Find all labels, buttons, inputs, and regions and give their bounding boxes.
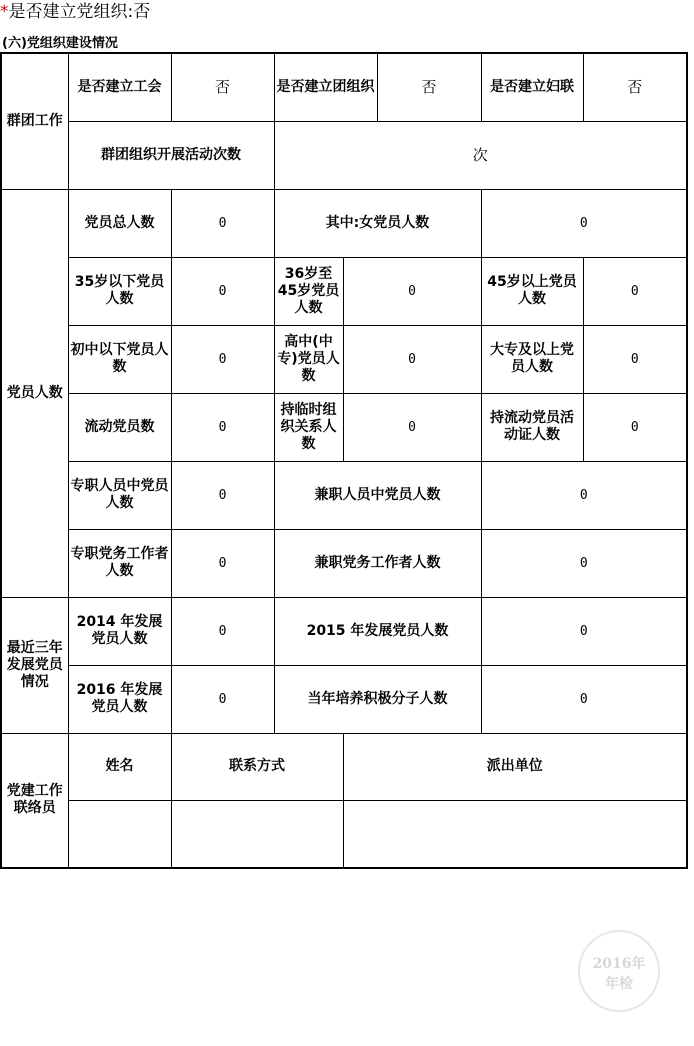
stamp-line2: 年检 (605, 976, 633, 992)
table-row (1, 53, 687, 121)
edu-senior-label: 高中(中专)党员人数 (274, 325, 343, 393)
required-mark: * (0, 2, 9, 22)
section-title: (六)党组织建设情况 (2, 36, 118, 51)
contact-cell (171, 800, 343, 868)
women-value: 否 (583, 53, 687, 121)
activists-label: 当年培养积极分子人数 (274, 665, 481, 733)
y2015-value: 0 (481, 597, 687, 665)
age-over45-label: 45岁以上党员人数 (481, 257, 583, 325)
edu-college-value: 0 (583, 325, 687, 393)
table-row (1, 733, 687, 800)
edu-college-label: 大专及以上党员人数 (481, 325, 583, 393)
table-row (1, 529, 687, 597)
age-36-45-label: 36岁至45岁党员人数 (274, 257, 343, 325)
table-row (1, 121, 687, 189)
parttime-member-value: 0 (481, 461, 687, 529)
activity-label: 群团组织开展活动次数 (68, 121, 274, 189)
y2014-value: 0 (171, 597, 274, 665)
table-row (1, 461, 687, 529)
group-label-qun-tuan: 群团工作 (1, 53, 68, 189)
activists-value: 0 (481, 665, 687, 733)
table-row (1, 597, 687, 665)
age-under35-value: 0 (171, 257, 274, 325)
women-label: 是否建立妇联 (481, 53, 583, 121)
parttime-member-label: 兼职人员中党员人数 (274, 461, 481, 529)
table-row (1, 257, 687, 325)
table-row (1, 393, 687, 461)
fulltime-worker-label: 专职党务工作者人数 (68, 529, 171, 597)
y2015-label: 2015 年发展党员人数 (274, 597, 481, 665)
floating-label: 流动党员数 (68, 393, 171, 461)
edu-junior-value: 0 (171, 325, 274, 393)
parttime-worker-value: 0 (481, 529, 687, 597)
age-36-45-value: 0 (343, 257, 481, 325)
fulltime-worker-value: 0 (171, 529, 274, 597)
floating-cert-label: 持流动党员活动证人数 (481, 393, 583, 461)
party-org-answer: 否 (133, 2, 151, 22)
activity-value: 次 (274, 121, 687, 189)
name-header: 姓名 (68, 733, 171, 800)
table-row (1, 325, 687, 393)
fulltime-member-label: 专职人员中党员人数 (68, 461, 171, 529)
party-building-table-wrapper (0, 52, 686, 869)
y2014-label: 2014 年发展党员人数 (68, 597, 171, 665)
union-value: 否 (171, 53, 274, 121)
group-label-recent: 最近三年发展党员情况 (1, 597, 68, 733)
floating-cert-value: 0 (583, 393, 687, 461)
age-over45-value: 0 (583, 257, 687, 325)
youth-label: 是否建立团组织 (274, 53, 377, 121)
contact-header: 联系方式 (171, 733, 343, 800)
party-org-question: 是否建立党组织: (8, 2, 134, 22)
union-label: 是否建立工会 (68, 53, 171, 121)
age-under35-label: 35岁以下党员人数 (68, 257, 171, 325)
party-org-status-line (0, 0, 150, 24)
youth-value: 否 (377, 53, 481, 121)
stamp-line1: 2016年 (592, 956, 646, 972)
y2016-label: 2016 年发展党员人数 (68, 665, 171, 733)
table-row (1, 665, 687, 733)
table-row (1, 800, 687, 868)
name-cell (68, 800, 171, 868)
total-label: 党员总人数 (68, 189, 171, 257)
y2016-value: 0 (171, 665, 274, 733)
temp-relation-value: 0 (343, 393, 481, 461)
temp-relation-label: 持临时组织关系人数 (274, 393, 343, 461)
female-label: 其中:女党员人数 (274, 189, 481, 257)
group-label-members: 党员人数 (1, 189, 68, 597)
annual-inspection-stamp (578, 930, 660, 1012)
table-row (1, 189, 687, 257)
floating-value: 0 (171, 393, 274, 461)
female-value: 0 (481, 189, 687, 257)
total-value: 0 (171, 189, 274, 257)
party-building-table (0, 52, 688, 869)
edu-senior-value: 0 (343, 325, 481, 393)
unit-cell (343, 800, 687, 868)
group-label-liaison: 党建工作联络员 (1, 733, 68, 868)
edu-junior-label: 初中以下党员人数 (68, 325, 171, 393)
fulltime-member-value: 0 (171, 461, 274, 529)
parttime-worker-label: 兼职党务工作者人数 (274, 529, 481, 597)
unit-header: 派出单位 (343, 733, 687, 800)
